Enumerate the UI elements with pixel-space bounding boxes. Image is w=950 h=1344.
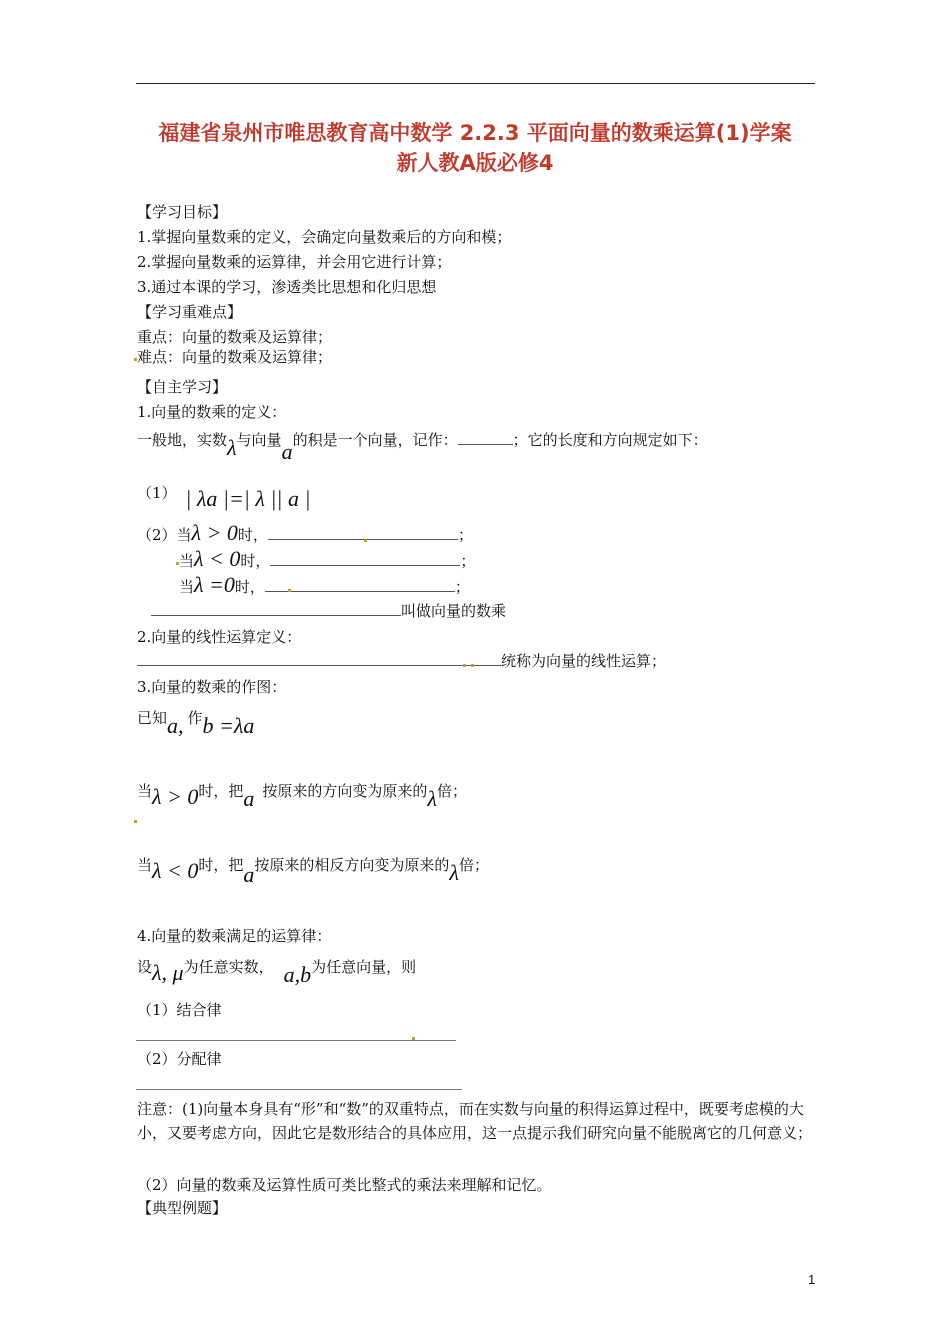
condition-zero: λ =0 bbox=[194, 572, 235, 597]
condition-negative: λ < 0 bbox=[194, 546, 241, 571]
rule-2-negative: 当λ < 0时， ； bbox=[179, 546, 476, 571]
condition-positive: λ > 0 bbox=[152, 784, 199, 809]
artifact-dot bbox=[471, 664, 474, 667]
heading-key-points: 【学习重难点】 bbox=[137, 303, 243, 321]
doc-title-line1: 福建省泉州市唯思教育高中数学 2.2.3 平面向量的数乘运算(1)学案 bbox=[158, 121, 792, 145]
lambda-symbol: λ bbox=[227, 435, 237, 460]
heading-self-study: 【自主学习】 bbox=[137, 378, 228, 396]
doc-title-line2: 新人教A版必修4 bbox=[396, 151, 554, 175]
definition-blank[interactable] bbox=[151, 601, 401, 616]
negative-case-blank[interactable] bbox=[270, 551, 460, 566]
difficult-point: 难点：向量的数乘及运算律； bbox=[137, 348, 333, 366]
page-number: 1 bbox=[808, 1272, 816, 1287]
negative-construction: 当λ < 0时，把a按原来的相反方向变为原来的λ倍； bbox=[137, 856, 489, 887]
header-rule bbox=[136, 83, 815, 84]
rule-1: （1） | λa |=| λ || a | bbox=[137, 484, 311, 511]
heading-objectives: 【学习目标】 bbox=[137, 203, 228, 221]
heading-examples: 【典型例题】 bbox=[137, 1199, 228, 1217]
artifact-dot bbox=[412, 1037, 415, 1040]
distributive-law-blank[interactable] bbox=[136, 1089, 462, 1090]
given-vector-a: a, bbox=[167, 713, 184, 738]
linear-operation-def: 统称为向量的线性运算； bbox=[137, 651, 666, 671]
associative-law: （1）结合律 bbox=[137, 1001, 222, 1019]
positive-case-blank[interactable] bbox=[268, 525, 458, 540]
section-3-title: 3.向量的数乘的作图： bbox=[137, 678, 287, 696]
positive-construction: 当λ > 0时，把a 按原来的方向变为原来的λ倍； bbox=[137, 782, 467, 811]
vector-a-symbol: a bbox=[243, 862, 255, 887]
laws-premise: 设λ, μ为任意实数， a,b为任意向量，则 bbox=[137, 958, 417, 987]
artifact-dot bbox=[176, 562, 179, 565]
associative-law-blank[interactable] bbox=[136, 1040, 456, 1041]
note-2: （2）向量的数乘及运算性质可类比整式的乘法来理解和记忆。 bbox=[137, 1176, 552, 1194]
rule-2-positive: （2）当λ > 0时， ； bbox=[137, 520, 473, 545]
construct-b-formula: b =λa bbox=[202, 713, 255, 738]
vector-a-symbol: a bbox=[243, 786, 255, 811]
artifact-dot bbox=[463, 664, 466, 667]
distributive-law: （2）分配律 bbox=[137, 1050, 222, 1068]
lambda-symbol: λ bbox=[449, 860, 459, 885]
zero-case-blank[interactable] bbox=[265, 577, 455, 592]
section-1-title: 1.向量的数乘的定义： bbox=[137, 403, 287, 421]
objective-1: 1.掌握向量数乘的定义，会确定向量数乘后的方向和模； bbox=[137, 228, 512, 246]
vectors-a-b: a,b bbox=[283, 962, 312, 987]
magnitude-formula: | λa |=| λ || a | bbox=[185, 486, 311, 511]
vector-a-symbol: a bbox=[281, 439, 293, 464]
section-2-title: 2.向量的线性运算定义： bbox=[137, 628, 302, 646]
key-point: 重点：向量的数乘及运算律； bbox=[137, 328, 333, 346]
condition-negative: λ < 0 bbox=[152, 858, 199, 883]
artifact-dot bbox=[134, 358, 137, 361]
lambda-mu-symbols: λ, μ bbox=[152, 960, 184, 985]
linear-operation-blank[interactable] bbox=[137, 651, 501, 666]
rule-2-zero: 当λ =0时， ； bbox=[179, 572, 470, 597]
objective-2: 2.掌握向量数乘的运算律，并会用它进行计算； bbox=[137, 253, 452, 271]
scalar-multiplication-def: 叫做向量的数乘 bbox=[151, 601, 506, 621]
artifact-dot bbox=[364, 539, 367, 542]
section-4-title: 4.向量的数乘满足的运算律： bbox=[137, 927, 332, 945]
lambda-symbol: λ bbox=[427, 786, 437, 811]
definition-line: 一般地，实数λ与向量a的积是一个向量，记作： ；它的长度和方向规定如下： bbox=[137, 431, 708, 464]
artifact-dot bbox=[134, 820, 137, 823]
condition-positive: λ > 0 bbox=[191, 520, 238, 545]
notation-blank[interactable] bbox=[458, 430, 513, 445]
construction-line: 已知a, 作b =λa bbox=[137, 709, 255, 738]
artifact-dot bbox=[288, 589, 291, 592]
objective-3: 3.通过本课的学习，渗透类比思想和化归思想 bbox=[137, 278, 437, 296]
note-1: 注意：(1)向量本身具有“形”和“数”的双重特点，而在实数与向量的积得运算过程中，既要考虑模的大小，又要考虑方向，因此它是数形结合的具体应用，这一点提示我们研究向量不能脱离它的几何意义； bbox=[137, 1100, 813, 1142]
